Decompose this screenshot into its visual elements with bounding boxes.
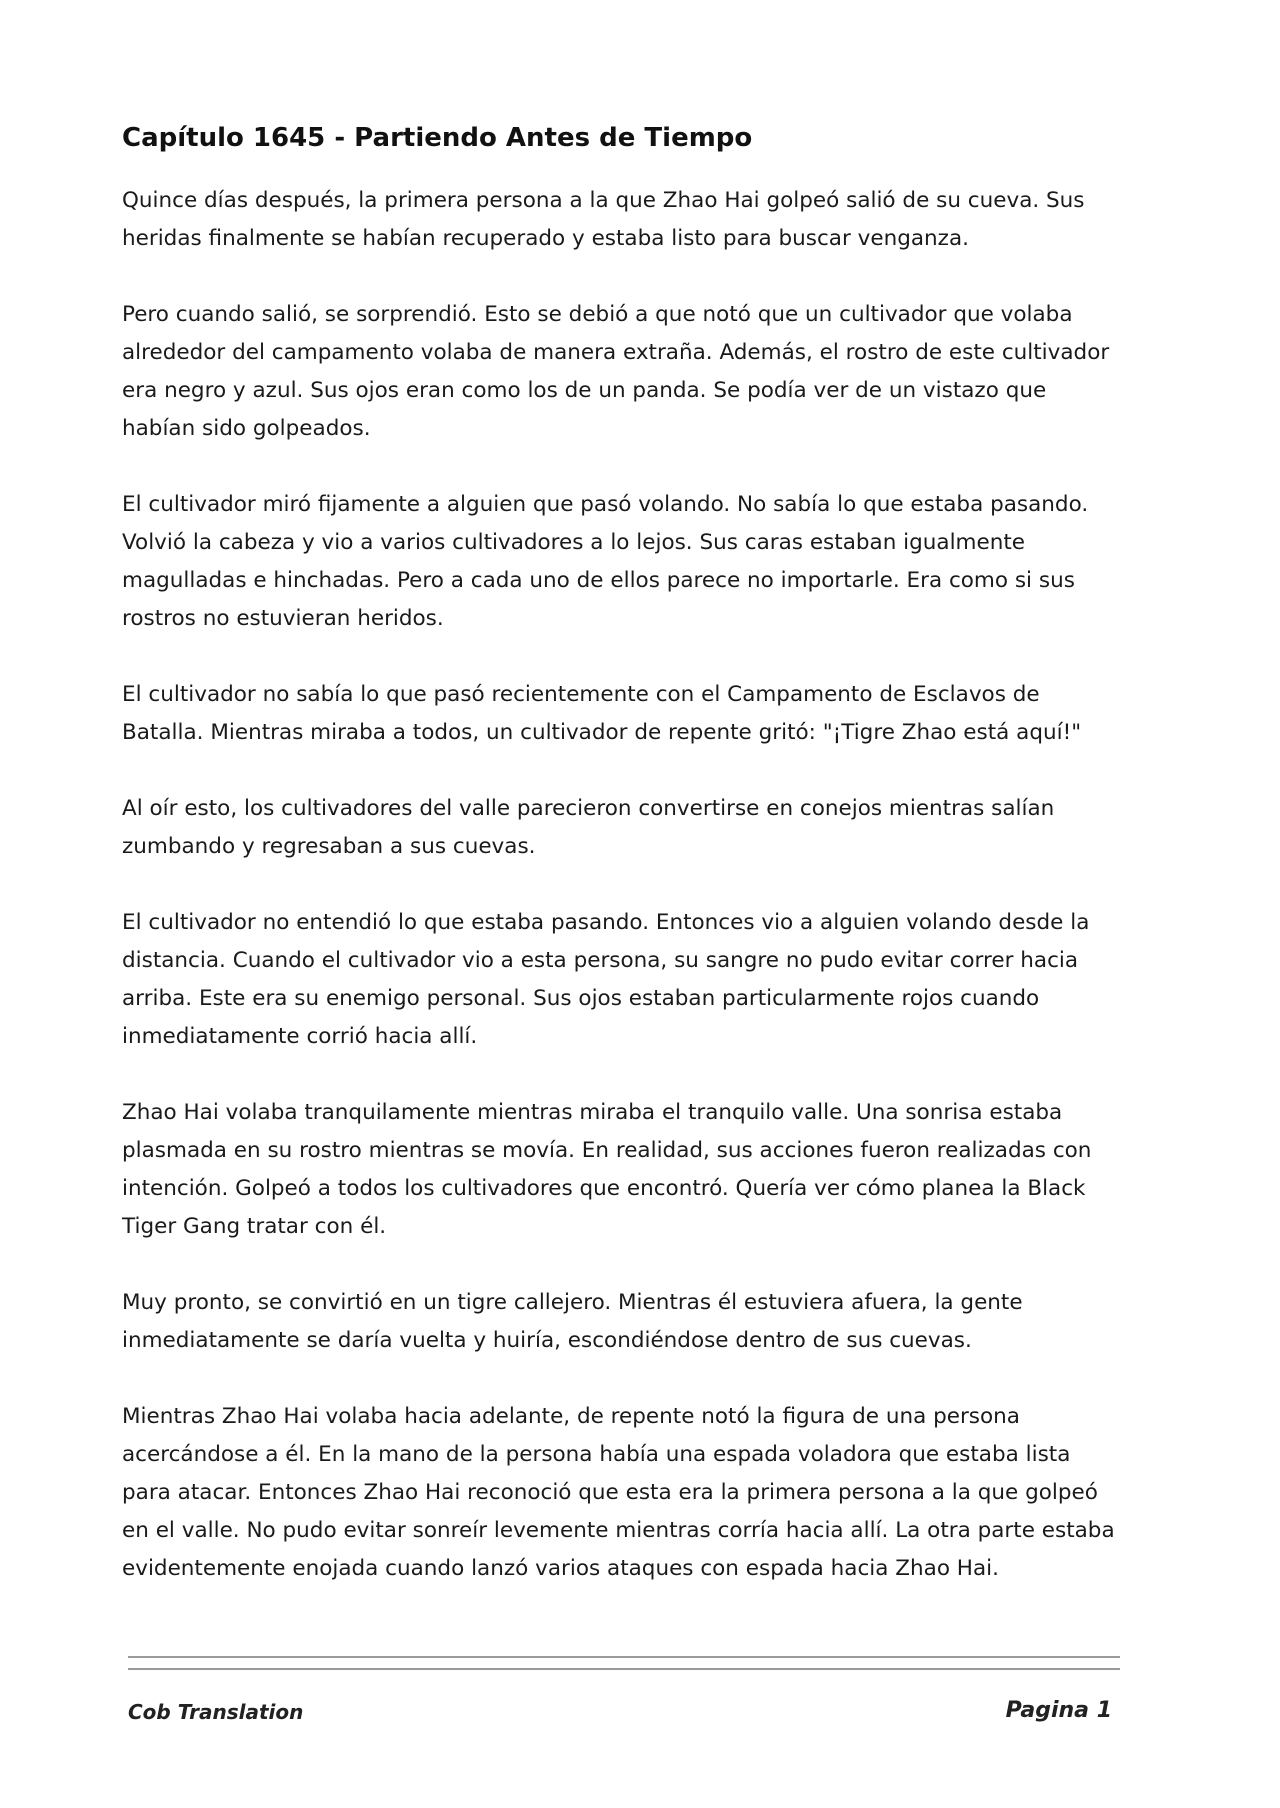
paragraph: Al oír esto, los cultivadores del valle parecieron convertirse en conejos mientras salían zumbando y regresaban a sus cuevas. xyxy=(122,796,1055,859)
footer-divider-bottom xyxy=(128,1668,1120,1670)
chapter-title: Capítulo 1645 - Partiendo Antes de Tiempo xyxy=(122,123,753,153)
page-number: Pagina 1 xyxy=(1005,1698,1112,1723)
paragraph: Pero cuando salió, se sorprendió. Esto se debió a que notó que un cultivador que volaba alrededor del campamento volaba de manera extraña. Además, el rostro de este cultivador era negro y azul. Sus ojos eran como los de un panda. Se podía ver de un vistazo que habían sido golpeados. xyxy=(122,302,1110,441)
footer-divider-top xyxy=(128,1656,1120,1658)
paragraph: El cultivador no sabía lo que pasó recientemente con el Campamento de Esclavos de Batalla. Mientras miraba a todos, un cultivador de repente gritó: "¡Tigre Zhao está aquí!" xyxy=(122,682,1082,745)
paragraph: Muy pronto, se convirtió en un tigre callejero. Mientras él estuviera afuera, la gente inmediatamente se daría vuelta y huiría, escondiéndose dentro de sus cuevas. xyxy=(122,1290,1023,1353)
paragraph: El cultivador no entendió lo que estaba pasando. Entonces vio a alguien volando desde la distancia. Cuando el cultivador vio a esta persona, su sangre no pudo evitar correr hacia arriba. Este era su enemigo personal. Sus ojos estaban particularmente rojos cuando inmediatamente corrió hacia allí. xyxy=(122,910,1090,1049)
paragraph: Quince días después, la primera persona a la que Zhao Hai golpeó salió de su cueva. Sus heridas finalmente se habían recuperado y estaba listo para buscar venganza. xyxy=(122,188,1085,251)
document-body xyxy=(122,118,1122,1626)
footer-credit: Cob Translation xyxy=(128,1700,304,1724)
paragraph: El cultivador miró fijamente a alguien que pasó volando. No sabía lo que estaba pasando. Volvió la cabeza y vio a varios cultivadores a lo lejos. Sus caras estaban igualmente magulladas e hinchadas. Pero a cada uno de ellos parece no importarle. Era como si sus rostros no estuvieran heridos. xyxy=(122,492,1089,631)
paragraph: Zhao Hai volaba tranquilamente mientras miraba el tranquilo valle. Una sonrisa estaba plasmada en su rostro mientras se movía. En realidad, sus acciones fueron realizadas con intención. Golpeó a todos los cultivadores que encontró. Quería ver cómo planea la Black Tiger Gang tratar con él. xyxy=(122,1100,1092,1239)
paragraph: Mientras Zhao Hai volaba hacia adelante, de repente notó la figura de una persona acercándose a él. En la mano de la persona había una espada voladora que estaba lista para atacar. Entonces Zhao Hai reconoció que esta era la primera persona a la que golpeó en el valle. No pudo evitar sonreír levemente mientras corría hacia allí. La otra parte estaba evidentemente enojada cuando lanzó varios ataques con espada hacia Zhao Hai. xyxy=(122,1404,1115,1581)
